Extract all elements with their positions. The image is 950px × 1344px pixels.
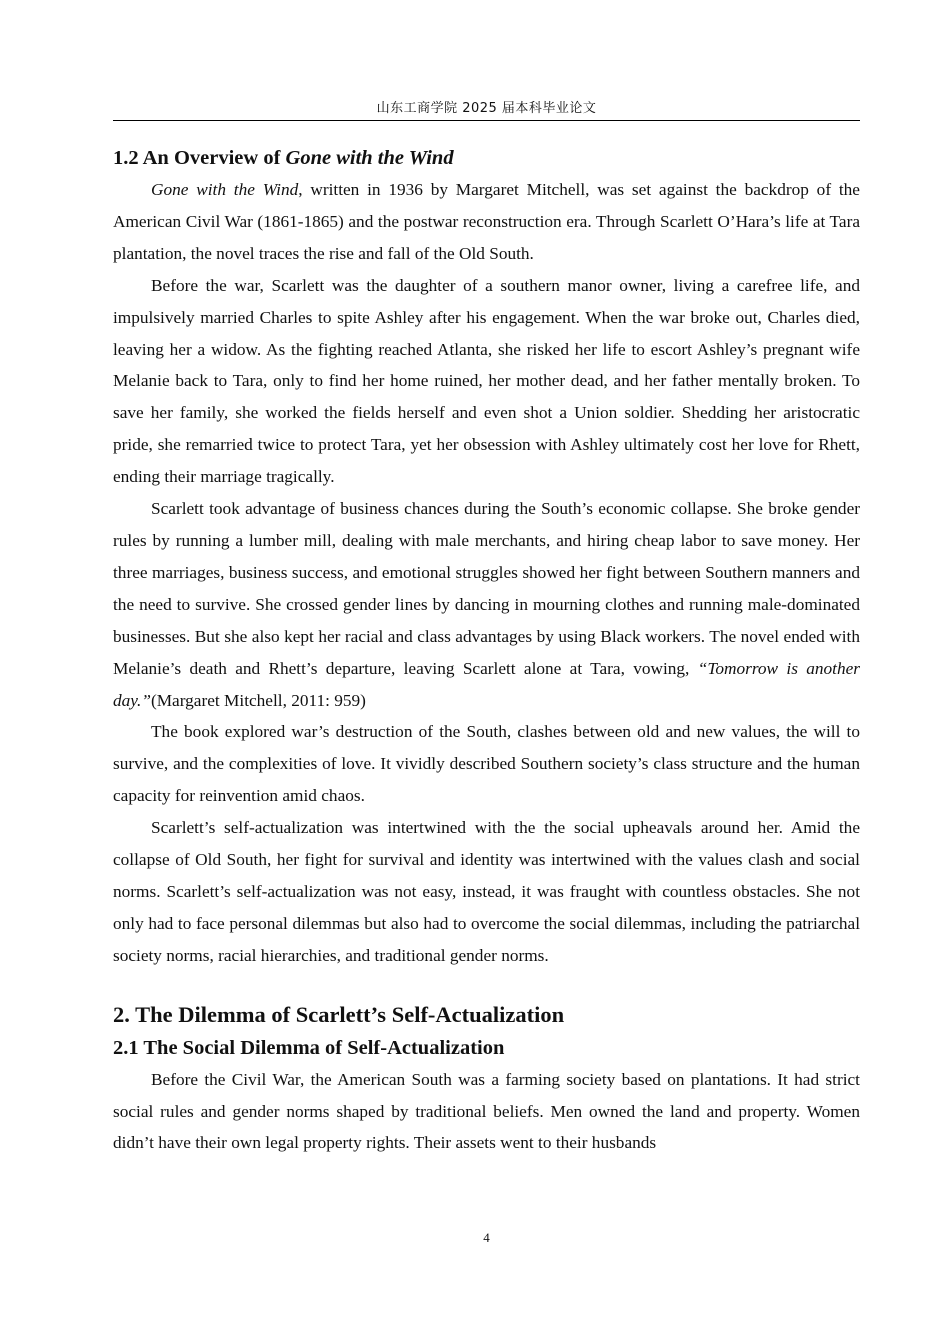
running-header: 山东工商学院 2025 届本科毕业论文 bbox=[376, 101, 597, 116]
book-title-italic: Gone with the Wind bbox=[151, 180, 299, 199]
paragraph-themes: The book explored war’s destruction of the South, clashes between old and new values, the will to survive, and the complexities of love. It vividly described Southern society’s class structure and the human capacity for reinvention amid chaos. bbox=[113, 722, 860, 806]
section-heading-1-2 bbox=[113, 142, 860, 174]
chapter-heading-2: 2. The Dilemma of Scarlett’s Self-Actualization bbox=[113, 1001, 565, 1027]
quote-tomorrow: “Tomorrow is another day.” bbox=[113, 658, 860, 710]
paragraph-overview-intro-text: , written in 1936 by Margaret Mitchell, was set against the backdrop of the American Civil War (1861-1865) and the postwar reconstruction era. Through Scarlett O’Hara’s life at Tara plantation, the novel traces the rise and fall of the Old South. bbox=[113, 180, 860, 263]
section-heading-2-1: 2.1 The Social Dilemma of Self-Actualization bbox=[113, 1036, 505, 1059]
header-rule bbox=[113, 120, 860, 121]
paragraph-business-text: Scarlett took advantage of business chances during the South’s economic collapse. She broke gender rules by running a lumber mill, dealing with male merchants, and hiring cheap labor to save money. Her three marriages, business success, and emotional struggles showed her fight between Southern manners and the need to survive. She crossed gender lines by dancing in mourning clothes and running male-dominated businesses. But she also kept her racial and class advantages by using Black workers. The novel ended with Melanie’s death and Rhett’s departure, leaving Scarlett alone at Tara, vowing, bbox=[113, 499, 860, 678]
paragraph-overview-intro bbox=[113, 174, 860, 270]
paragraph-self-actualization: Scarlett’s self-actualization was intertwined with the the social upheavals around her. Amid the collapse of Old South, her fight for survival and identity was intertwined with the values clash and social norms. Scarlett’s self-actualization was not easy, instead, it was fraught with countless obstacles. She not only had to face personal dilemmas but also had to overcome the social dilemmas, including the patriarchal society norms, racial hierarchies, and traditional gender norms. bbox=[113, 818, 860, 965]
paragraph-plot-summary: Before the war, Scarlett was the daughter of a southern manor owner, living a carefree life, and impulsively married Charles to spite Ashley after his engagement. When the war broke out, Charles died, leaving her a widow. As the fighting reached Atlanta, she risked her life to escort Ashley’s pregnant wife Melanie back to Tara, only to find her home ruined, her mother dead, and her father mentally broken. To save her family, she worked the fields herself and even shot a Union soldier. Shedding her aristocratic pride, she remarried twice to protect Tara, yet her obsession with Ashley ultimately cost her love for Rhett, ending their marriage tragically. bbox=[113, 275, 860, 487]
section-heading-1-2-title: Gone with the Wind bbox=[285, 147, 454, 169]
section-heading-1-2-prefix: 1.2 An Overview of bbox=[113, 147, 286, 169]
paragraph-social-dilemma: Before the Civil War, the American South was a farming society based on plantations. It had strict social rules and gender norms shaped by traditional beliefs. Men owned the land and property. Women didn’t have their own legal property rights. Their assets went to their husbands bbox=[113, 1069, 860, 1153]
page-number: 4 bbox=[483, 1230, 490, 1245]
page-body bbox=[113, 142, 860, 1159]
paragraph-business bbox=[113, 493, 860, 716]
citation: (Margaret Mitchell, 2011: 959) bbox=[150, 690, 366, 710]
